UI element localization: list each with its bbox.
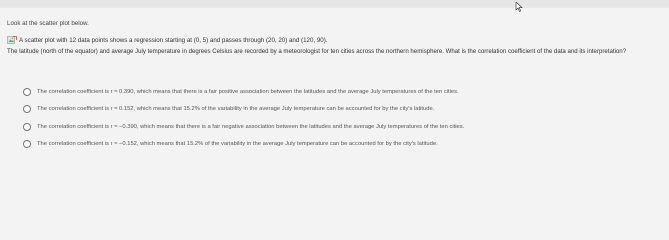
answer-options <box>23 83 663 153</box>
answer-option-b[interactable] <box>23 101 663 119</box>
instruction-text: Look at the scatter plot below. <box>7 20 89 27</box>
radio-button[interactable] <box>23 105 31 113</box>
scatter-plot-image <box>7 36 328 44</box>
answer-option-a[interactable] <box>23 83 663 101</box>
radio-button[interactable] <box>23 140 31 148</box>
mouse-pointer-icon <box>515 2 523 12</box>
top-divider <box>0 6 669 8</box>
option-label: The correlation coefficient is r ≈ −0.390, which means that there is a fair negative association between the latitudes and the average July temperatures of the ten cities. <box>37 123 465 130</box>
question-text: The latitude (north of the equator) and average July temperature in degrees Celsius are recorded by a meteorologist for ten cities across the northern hemisphere. What is the correlation coefficient of the data and its interpretation? <box>7 48 627 55</box>
option-label: The correlation coefficient is r ≈ −0.152, which means that 15.2% of the variability in the average July temperature can be accounted for by the city's latitude. <box>37 141 438 148</box>
option-label: The correlation coefficient is r ≈ 0.152, which means that 15.2% of the variability in the average July temperature can be accounted for by the city's latitude. <box>37 106 435 113</box>
image-alt-text: A scatter plot with 12 data points shows a regression starting at (0, 5) and passes through (20, 20) and (120, 90). <box>19 36 328 44</box>
broken-image-icon <box>7 36 17 44</box>
option-label: The correlation coefficient is r ≈ 0.390, which means that there is a fair positive association between the latitudes and the average July temperatures of the ten cities. <box>37 88 459 95</box>
answer-option-d[interactable] <box>23 136 663 154</box>
radio-button[interactable] <box>23 88 31 96</box>
radio-button[interactable] <box>23 123 31 131</box>
answer-option-c[interactable] <box>23 118 663 136</box>
